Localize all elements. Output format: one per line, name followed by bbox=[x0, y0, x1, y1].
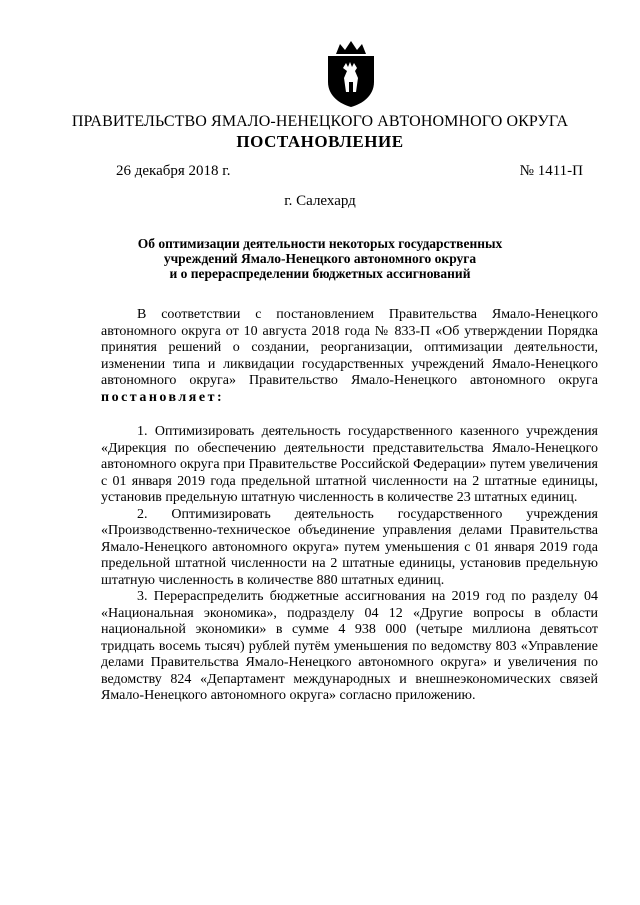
clause-paragraph: 2. Оптимизировать деятельность государственного учреждения «Производственно-техническое объединение управления делами Правительства Ямало-Ненецкого автономного округа» путем уменьшения с 01 января 2019 года предельной штатной численности на 2 штатные единицы, установив предельную штатную численность в количестве 880 штатных единиц. bbox=[101, 506, 598, 588]
preamble-paragraph bbox=[101, 307, 598, 406]
title-line: Об оптимизации деятельности некоторых государственных bbox=[137, 236, 503, 251]
clause-paragraph: 3. Перераспределить бюджетные ассигнования на 2019 год по разделу 04 «Национальная экономика», подразделу 04 12 «Другие вопросы в области национальной экономики» в сумме 4 938 000 (четыре миллиона девятьсот тридцать восемь тысяч) рублей путём уменьшения по ведомству 803 «Управление делами Правительства Ямало-Ненецкого автономного округа» и увеличения по ведомству 824 «Департамент международных и внешнеэкономических связей Ямало-Ненецкого автономного округа» согласно приложению. bbox=[101, 589, 598, 703]
document-body bbox=[101, 307, 598, 705]
coat-of-arms-emblem bbox=[322, 40, 380, 108]
document-type-heading: ПОСТАНОВЛЕНИЕ bbox=[236, 132, 404, 151]
decrees-word: постановляет: bbox=[101, 389, 225, 405]
decree-date: 26 декабря 2018 г. bbox=[116, 163, 231, 179]
clause-paragraph: 1. Оптимизировать деятельность государственного казенного учреждения «Дирекция по обеспечению деятельности представительства Ямало-Ненецкого автономного округа при Правительстве Российской Федерации» путем увеличения с 01 января 2019 года предельной штатной численности на 2 штатные единицы, установив предельную штатную численность в количестве 23 штатных единиц. bbox=[101, 424, 598, 505]
title-line: и о перераспределении бюджетных ассигнований bbox=[169, 266, 471, 281]
title-line: учреждений Ямало-Ненецкого автономного округа bbox=[163, 251, 477, 266]
document-title bbox=[120, 236, 520, 281]
decree-number: № 1411-П bbox=[519, 163, 583, 179]
government-heading: ПРАВИТЕЛЬСТВО ЯМАЛО-НЕНЕЦКОГО АВТОНОМНОГО ОКРУГА bbox=[71, 113, 569, 130]
preamble-text: В соответствии с постановлением Правительства Ямало-Ненецкого автономного округа от 10 августа 2018 года № 833-П «Об утверждении Порядка принятия решений о создании, реорганизации, оптимизации деятельности, изменении типа и ликвидации государственных учреждений Ямало-Ненецкого автономного округа» Правительство Ямало-Ненецкого автономного округа bbox=[101, 307, 598, 388]
decree-place: г. Салехард bbox=[284, 193, 356, 209]
